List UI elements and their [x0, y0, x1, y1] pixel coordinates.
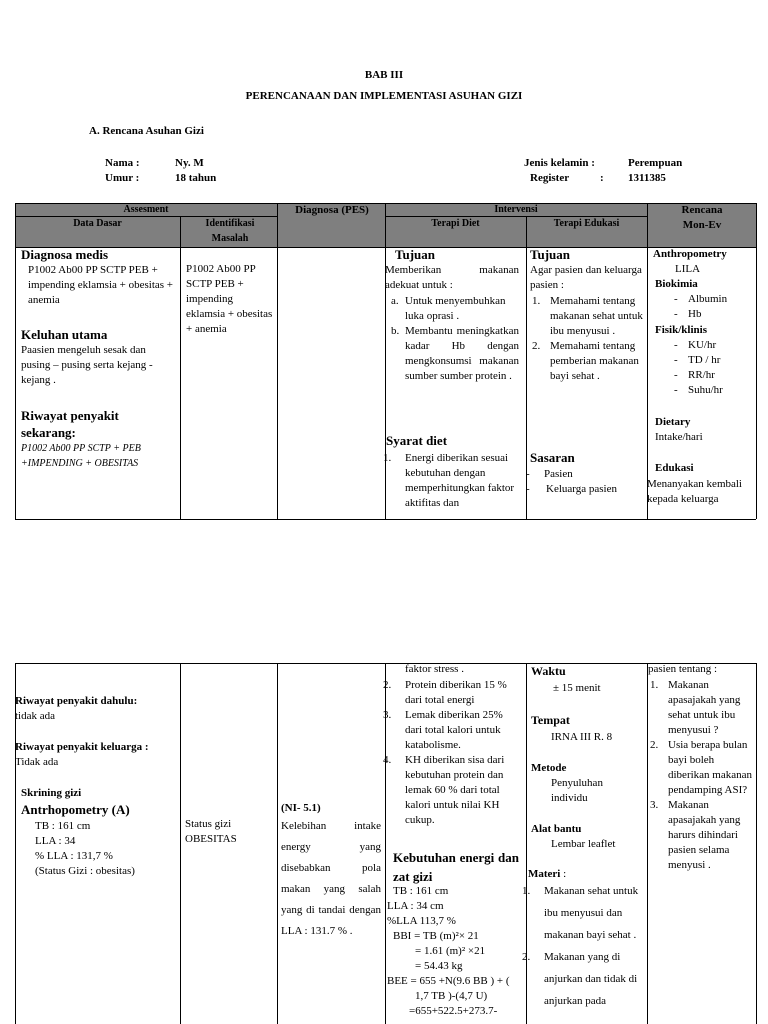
list-item: BBI = TB (m)²× 21 — [393, 930, 479, 942]
tujuan-diet-text: Memberikan makanan adekuat untuk : — [385, 264, 519, 291]
riwayat-sekarang-text: P1002 Ab00 PP SCTP + PEB +IMPENDING + OBESITAS — [21, 443, 141, 469]
faktor-stress-text: faktor stress . — [405, 663, 464, 675]
dietary-text: Intake/hari — [655, 431, 703, 443]
register-label: Register — [530, 172, 570, 184]
biokimia-title: Biokimia — [655, 278, 698, 290]
edukasi-text: Menanyakan kembali kepada keluarga — [647, 478, 742, 505]
list-item: BEE = 655 +N(9.6 BB ) + ( — [387, 975, 510, 987]
list-item: 2. Memahami tentang pemberian makanan bayi sehat . — [532, 340, 639, 382]
riwayat-sekarang-title: Riwayat penyakit sekarang: — [21, 408, 119, 440]
riwayat-dahulu-title: Riwayat penyakit dahulu: — [15, 695, 138, 707]
metode-title: Metode — [531, 762, 567, 774]
list-item: LLA : 34 cm — [387, 900, 444, 912]
syarat-diet-title: Syarat diet — [386, 433, 448, 448]
header-intervensi: Intervensi — [494, 204, 538, 215]
header-assesment: Assesment — [123, 204, 169, 215]
dietary-title: Dietary — [655, 416, 691, 428]
list-item: 3. Makanan apasajakah yang harurs dihindari pasien selama menyusi . — [650, 799, 741, 871]
list-item: = 1.61 (m)² ×21 — [415, 945, 486, 957]
list-item: - KU/hr — [674, 339, 717, 351]
jenis-kelamin-label: Jenis kelamin : — [524, 157, 595, 169]
kebutuhan-calc — [387, 884, 525, 1019]
list-item: 1. Makanan apasajakah yang sehat untuk ibu menyusui ? — [650, 679, 741, 736]
list-item: 1. Energi diberikan sesuai kebutuhan dengan memperhitungkan faktor aktifitas dan — [383, 452, 515, 509]
header-rencana: Rencana Mon-Ev — [681, 204, 723, 231]
tempat-text: IRNA III R. 8 — [551, 731, 613, 743]
keluhan-utama-title: Keluhan utama — [21, 327, 108, 342]
riwayat-dahulu-text: tidak ada — [15, 710, 56, 722]
chapter-label: BAB III — [364, 69, 404, 81]
list-item: - Hb — [674, 308, 702, 320]
syarat-diet-list-cont — [383, 678, 521, 828]
tujuan-edukasi-title: Tujuan — [530, 247, 570, 262]
list-item: - Suhu/hr — [674, 384, 723, 396]
pasien-tentang-text: pasien tentang : — [648, 663, 718, 675]
list-item: 1. Memahami tentang makanan sehat untuk ibu menyusui . — [532, 295, 643, 337]
list-item: b. Membantu meningkatkan kadar Hb dengan mengkonsumsi makanan sumber sumber protein . — [391, 325, 519, 382]
tujuan-diet-title: Tujuan — [395, 247, 435, 262]
list-item: 2. Protein diberikan 15 % dari total energi — [383, 679, 507, 706]
tujuan-edukasi-list — [528, 294, 644, 384]
list-item: - Albumin — [674, 293, 728, 305]
list-item: 2. Makanan yang di anjurkan dan tidak di anjurkan pada — [522, 951, 638, 1007]
list-item: %LLA 113,7 % — [387, 915, 456, 927]
list-item: a. Untuk menyembuhkan luka oprasi . — [391, 295, 506, 322]
list-item: % LLA : 131,7 % — [35, 850, 113, 862]
list-item: - Pasien — [526, 468, 573, 480]
status-gizi-text: Status gizi OBESITAS — [185, 818, 237, 845]
list-item: 2. Usia berapa bulan bayi boleh diberikan makanan pendamping ASI? — [650, 739, 752, 796]
diagnosa-medis-text: P1002 Ab00 PP SCTP PEB + impending eklamsia + obesitas + anemia — [28, 264, 173, 306]
jenis-kelamin-value: Perempuan — [628, 157, 683, 169]
header-terapi-edukasi: Terapi Edukasi — [553, 218, 620, 229]
register-value: 1311385 — [628, 172, 666, 184]
umur-value: 18 tahun — [175, 172, 217, 184]
section-title: A. Rencana Asuhan Gizi — [89, 125, 204, 137]
skrining-gizi-title: Skrining gizi — [21, 787, 82, 799]
diagnosa-text: Kelebihan intake energy yang disebabkan pola makan yang salah yang di tandai dengan LLA : 131.7 % . — [281, 820, 381, 937]
header-data-dasar: Data Dasar — [73, 218, 122, 229]
list-item: LLA : 34 — [35, 835, 76, 847]
nama-value: Ny. M — [175, 157, 204, 169]
register-colon: : — [600, 172, 604, 184]
riwayat-keluarga-title: Riwayat penyakit keluarga : — [15, 741, 149, 753]
list-item: 1,7 TB )-(4,7 U) — [415, 990, 488, 1002]
tempat-title: Tempat — [531, 713, 570, 727]
header-terapi-diet: Terapi Diet — [431, 218, 480, 229]
list-item: TB : 161 cm — [35, 820, 91, 832]
syarat-diet-list — [383, 451, 521, 511]
umur-label: Umur : — [105, 172, 140, 184]
riwayat-keluarga-text: Tidak ada — [15, 756, 59, 768]
sasaran-list — [526, 467, 644, 497]
tujuan-diet-list — [387, 294, 519, 384]
list-item: 4. KH diberikan sisa dari kebutuhan protein dan lemak 60 % dari total kalori untuk nilai KH cukup. — [383, 754, 505, 826]
biokimia-list — [670, 292, 727, 322]
anthropometry-title: Anthropometry — [653, 248, 727, 260]
list-item: (Status Gizi : obesitas) — [35, 865, 135, 877]
identifikasi-text: P1002 Ab00 PP SCTP PEB + impending eklamsia + obesitas + anemia — [186, 263, 273, 335]
list-item: TB : 161 cm — [393, 885, 449, 897]
waktu-title: Waktu — [531, 664, 566, 678]
header-diagnosa: Diagnosa (PES) — [295, 204, 369, 216]
tujuan-edukasi-text: Agar pasien dan keluarga pasien : — [530, 264, 642, 291]
diagnosa-medis-title: Diagnosa medis — [21, 247, 109, 262]
edukasi-title: Edukasi — [655, 462, 694, 474]
pertanyaan-list — [648, 678, 754, 873]
fisik-klinis-list — [670, 338, 723, 398]
list-item: - RR/hr — [674, 369, 715, 381]
list-item: 3. Lemak diberikan 25% dari total kalori untuk katabolisme. — [383, 709, 503, 751]
antropometry-title: Antrhopometry (A) — [21, 802, 130, 817]
nama-label: Nama : — [105, 157, 140, 169]
list-item: - TD / hr — [674, 354, 721, 366]
list-item: - Keluarga pasien — [526, 483, 617, 495]
kebutuhan-energi-title: Kebutuhan energi dan zat gizi — [393, 850, 519, 884]
list-item: = 54.43 kg — [415, 960, 463, 972]
list-item: =655+522.5+273.7- — [409, 1005, 498, 1017]
waktu-text: ± 15 menit — [553, 682, 601, 694]
alat-bantu-text: Lembar leaflet — [551, 838, 616, 850]
diagnosa-code: (NI- 5.1) — [281, 802, 321, 814]
list-item: 1. Makanan sehat untuk ibu menyusui dan makanan bayi sehat . — [522, 885, 639, 941]
materi-list — [522, 880, 644, 1012]
header-identifikasi: Identifikasi Masalah — [205, 218, 255, 244]
metode-text: Penyuluhan individu — [551, 777, 603, 804]
fisik-klinis-title: Fisik/klinis — [655, 324, 707, 336]
materi-title: Materi : — [528, 868, 567, 880]
alat-bantu-title: Alat bantu — [531, 823, 582, 835]
sasaran-title: Sasaran — [530, 450, 575, 465]
keluhan-utama-text: Paasien mengeluh sesak dan pusing – pusing serta kejang - kejang . — [21, 344, 153, 386]
antropometry-values — [35, 819, 135, 879]
page-title: PERENCANAAN DAN IMPLEMENTASI ASUHAN GIZI — [245, 90, 523, 102]
anthropometry-item: LILA — [675, 263, 701, 275]
